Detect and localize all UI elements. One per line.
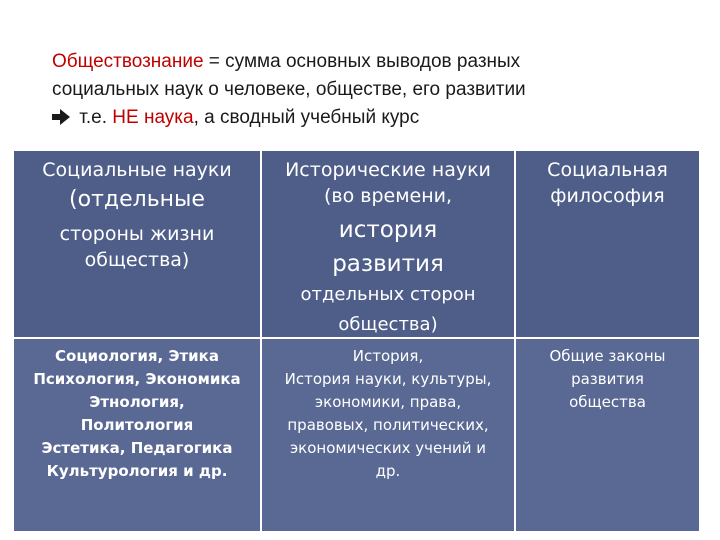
list-item: Эстетика, Педагогика: [41, 439, 233, 457]
header-sub-line: стороны жизни: [59, 223, 215, 245]
list-item: экономических учений и: [289, 439, 487, 457]
header-sub-line: философия: [550, 185, 665, 207]
list-item: Культурология и др.: [46, 462, 228, 480]
header-title: Социальная: [547, 159, 668, 181]
intro-line3-post: , а сводный учебный курс: [193, 107, 420, 128]
social-philosophy-list: [515, 338, 699, 531]
right-arrow-icon: [52, 104, 74, 132]
list-item: Этнология,: [89, 393, 185, 411]
sciences-table: [14, 151, 699, 531]
intro-paragraph: [52, 48, 692, 132]
list-item: Социология, Этика: [55, 347, 219, 365]
header-sub-line: развития: [332, 251, 444, 277]
header-title: Социальные науки: [42, 159, 232, 181]
list-item: экономики, права,: [314, 393, 462, 411]
social-sciences-list: [14, 338, 261, 531]
list-item: др.: [375, 462, 401, 480]
list-item: Общие законы: [549, 347, 666, 365]
header-social-sciences: [14, 151, 261, 338]
list-item: История,: [352, 347, 424, 365]
table-header-row: [14, 151, 699, 338]
header-sub-line: (отдельные: [69, 187, 205, 212]
list-item: развития: [571, 370, 644, 388]
intro-line-1: [52, 48, 692, 76]
header-sub-line: общества): [84, 249, 190, 271]
intro-line1-rest: = сумма основных выводов разных: [203, 51, 521, 72]
list-item: правовых, политических,: [287, 416, 489, 434]
intro-line-3: [52, 104, 692, 132]
intro-line-2: социальных наук о человеке, обществе, его развитии: [52, 79, 526, 100]
header-social-philosophy: [515, 151, 699, 338]
header-sub-line: отдельных сторон: [300, 284, 476, 305]
list-item: Психология, Экономика: [33, 370, 241, 388]
list-item: История науки, культуры,: [284, 370, 492, 388]
header-sub-line: общества): [338, 314, 438, 335]
list-item: общества: [569, 393, 646, 411]
header-sub-line: история: [338, 217, 438, 243]
header-title: Исторические науки: [285, 159, 491, 181]
header-historical-sciences: [261, 151, 515, 338]
intro-term: Обществознание: [52, 51, 204, 72]
intro-not-science: НЕ наука: [112, 107, 194, 128]
list-item: Политология: [80, 416, 194, 434]
intro-line3-pre: т.е.: [74, 107, 113, 128]
header-sub-line: (во времени,: [323, 185, 453, 207]
historical-sciences-list: [261, 338, 515, 531]
table-body-row: [14, 338, 699, 531]
